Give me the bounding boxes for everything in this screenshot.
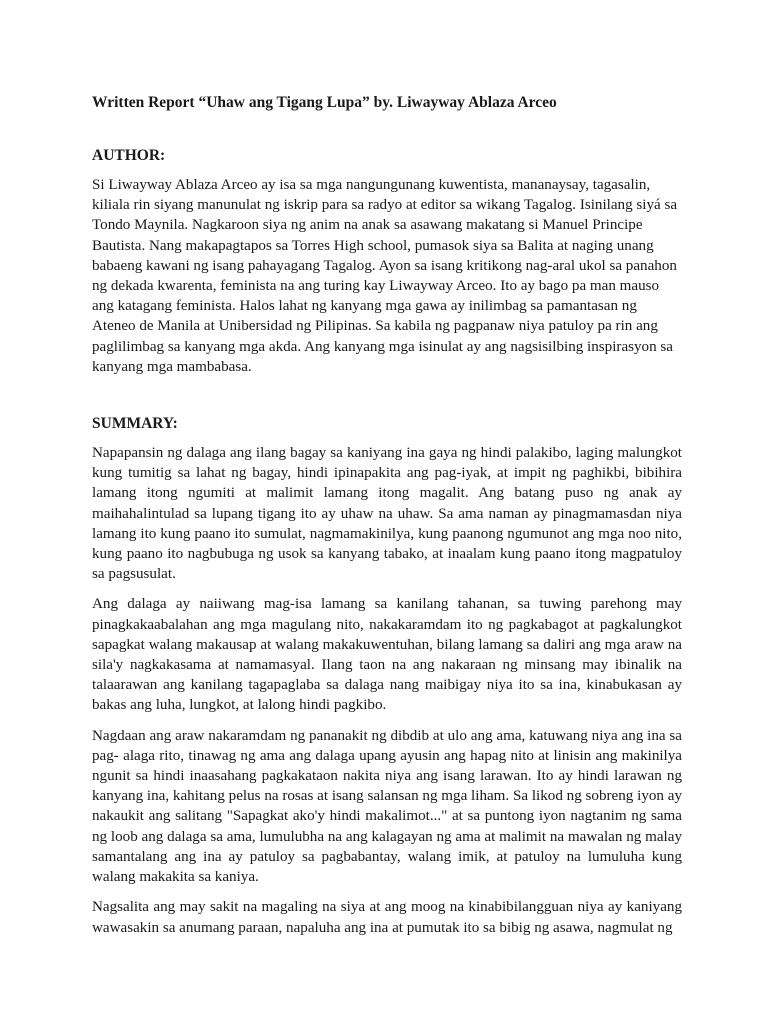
summary-paragraph-4: Nagsalita ang may sakit na magaling na siya at ang moog na kinabibilangguan niya ay kaniyang wawasakin sa anumang paraan, napaluha ang ina at pumutak ito sa bibig ng asawa, nagmulat ng	[92, 899, 682, 936]
summary-paragraph-1: Napapansin ng dalaga ang ilang bagay sa kaniyang ina gaya ng hindi palakibo, laging malungkot kung tumitig sa lahat ng bagay, hindi ipinapakita ang pag-iyak, at impit ng paghikbi, bibihira lamang itong ngumiti at malimit lamang itong magalit. Ang batang puso ng anak ay maihahalintulad sa lupang tigang ito ay uhaw na uhaw. Sa ama naman ay pinagmamasdan niya lamang ito kung paano ito sumulat, nagmamakinilya, kung paanong ngumunot ang mga noo nito, kung paano ito nagbubuga ng usok sa kanyang tabako, at inaalam kung paano itong magpatuloy sa pagsusulat.	[92, 445, 682, 583]
summary-paragraph-2: Ang dalaga ay naiiwang mag-isa lamang sa kanilang tahanan, sa tuwing parehong may pinagkakaabalahan ang mga magulang nito, nakakaramdam ito ng pagkabagot at pagkalungkot sapagkat walang makausap at walang makakuwentuhan, bilang lamang sa daliri ang mga araw na sila'y nagkakasama at namamasyal. Ilang taon na ang nakaraan ng minsang may ibinalik na talaarawan ang kanilang tagapaglaba sa dalaga nang maibigay niya ito sa ina, kinabukasan ay bakas ang luha, lungkot, at lalong hindi pagkibo.	[92, 596, 682, 714]
author-heading: AUTHOR:	[92, 147, 166, 164]
document-page	[92, 92, 682, 948]
summary-paragraph-3: Nagdaan ang araw nakaramdam ng pananakit ng dibdib at ulo ang ama, katuwang niya ang ina sa pag- alaga rito, tinawag ng ama ang dalaga upang ayusin ang hapag nito at linisin ang makinilya ngunit sa hindi inaasahang pagkakataon nakita niya ang isang larawan. Ito ay hindi larawan ng kanyang ina, kahitang pelus na rosas at isang salansan ng mga liham. Sa likod ng sobreng iyon ay nakaukit ang salitang "Sapagkat ako'y hindi makalimot..." at sa puntong iyon nagtanim ng sama ng loob ang dalaga sa ama, lumulubha na ang kalagayan ng ama at malimit na mawalan ng malay samantalang ang ina ay patuloy sa pagbabantay, walang imik, at patuloy na lumuluha kung walang makakita sa kaniya.	[92, 727, 682, 886]
document-title: Written Report “Uhaw ang Tigang Lupa” by. Liwayway Ablaza Arceo	[92, 94, 557, 111]
summary-heading: SUMMARY:	[92, 415, 178, 433]
author-paragraph: Si Liwayway Ablaza Arceo ay isa sa mga nangungunang kuwentista, mananaysay, tagasalin, kiliala rin siyang manunulat ng iskrip para sa radyo at editor sa wikang Tagalog. Isinilang siyá sa Tondo Maynila. Nagkaroon siya ng anim na anak sa asawang makatang si Manuel Principe Bautista. Nang makapagtapos sa Torres High school, pumasok siya sa Balita at naging unang babaeng kawani ng isang pahayagang Tagalog. Ayon sa isang kritikong nag-aral ukol sa panahon ng dekada kwarenta, feminista na ang turing kay Liwayway Arceo. Ito ay bago pa man mauso ang katagang feminista. Halos lahat ng kanyang mga gawa ay inilimbag sa pamantasan ng Ateneo de Manila at Unibersidad ng Pilipinas. Sa kabila ng pagpanaw niya patuloy pa rin ang paglilimbag sa kanyang mga akda. Ang kanyang mga isinulat ay ang nagsisilbing inspirasyon sa kanyang mga mambabasa.	[92, 177, 678, 375]
